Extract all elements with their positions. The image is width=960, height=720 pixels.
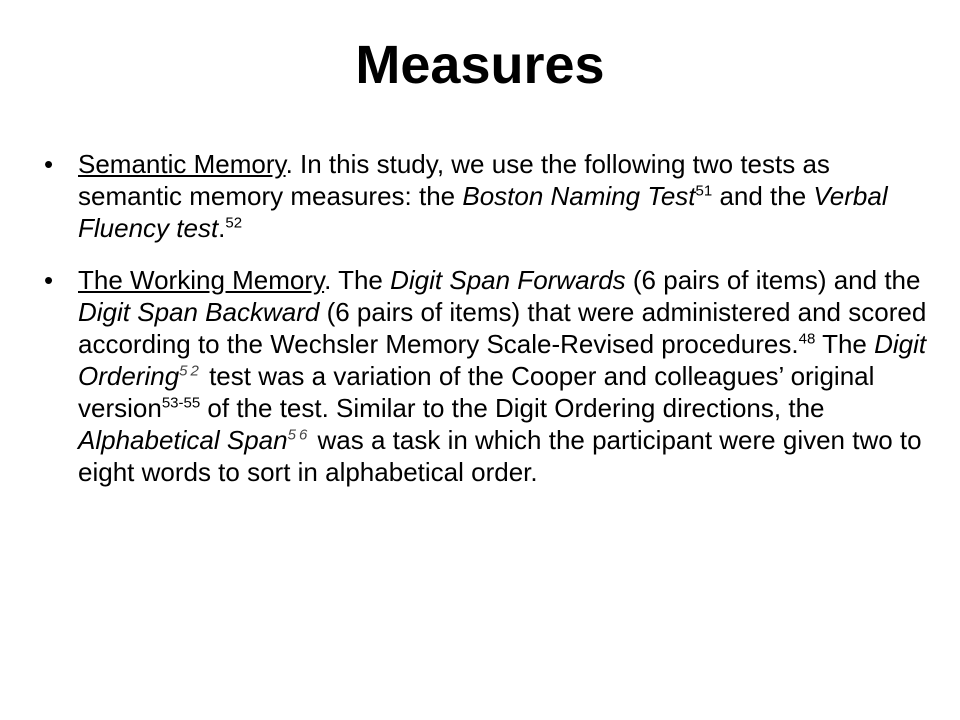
test-name: Verbal Fluency test [78,181,888,243]
bullet-text: . The [324,265,391,295]
bullet-marker: • [44,265,54,295]
test-name: Boston Naming Test [462,181,696,211]
bullet-text: test was a variation of the Cooper and colleagues’ original version [78,361,875,423]
bullet-list [44,148,932,488]
test-name: Alphabetical Span [78,425,288,455]
reference-number: 52 [225,214,243,232]
bullet-working-memory [44,264,932,488]
bullet-text: and the [712,181,814,211]
bullet-text: . [218,213,226,243]
reference-number: 51 [695,182,713,200]
bullet-text: was a task in which the participant were given two to eight words to sort in alphabetical order. [78,425,922,487]
reference-number: 48 [798,330,816,348]
working-memory-heading: The Working Memory [78,265,325,295]
bullet-text: The [815,329,875,359]
test-name: Digit Ordering [78,329,927,391]
reference-number: 52 [179,362,202,380]
reference-number: 53-55 [161,394,201,412]
bullet-text: (6 pairs of items) that were administered and scored according to the Wechsler Memory Scale-Revised procedures. [78,297,927,359]
bullet-semantic-memory [44,148,932,244]
bullet-text: (6 pairs of items) and the [625,265,921,295]
slide-title: Measures [355,35,605,95]
reference-number: 56 [287,426,311,444]
bullet-marker: • [44,149,54,179]
bullet-text: of the test. Similar to the Digit Ordering directions, the [200,393,825,423]
test-name: Digit Span Backward [78,297,320,327]
bullet-text: . In this study, we use the following two tests as semantic memory measures: the [78,149,830,211]
semantic-memory-heading: Semantic Memory [78,149,286,179]
test-name: Digit Span Forwards [390,265,626,295]
